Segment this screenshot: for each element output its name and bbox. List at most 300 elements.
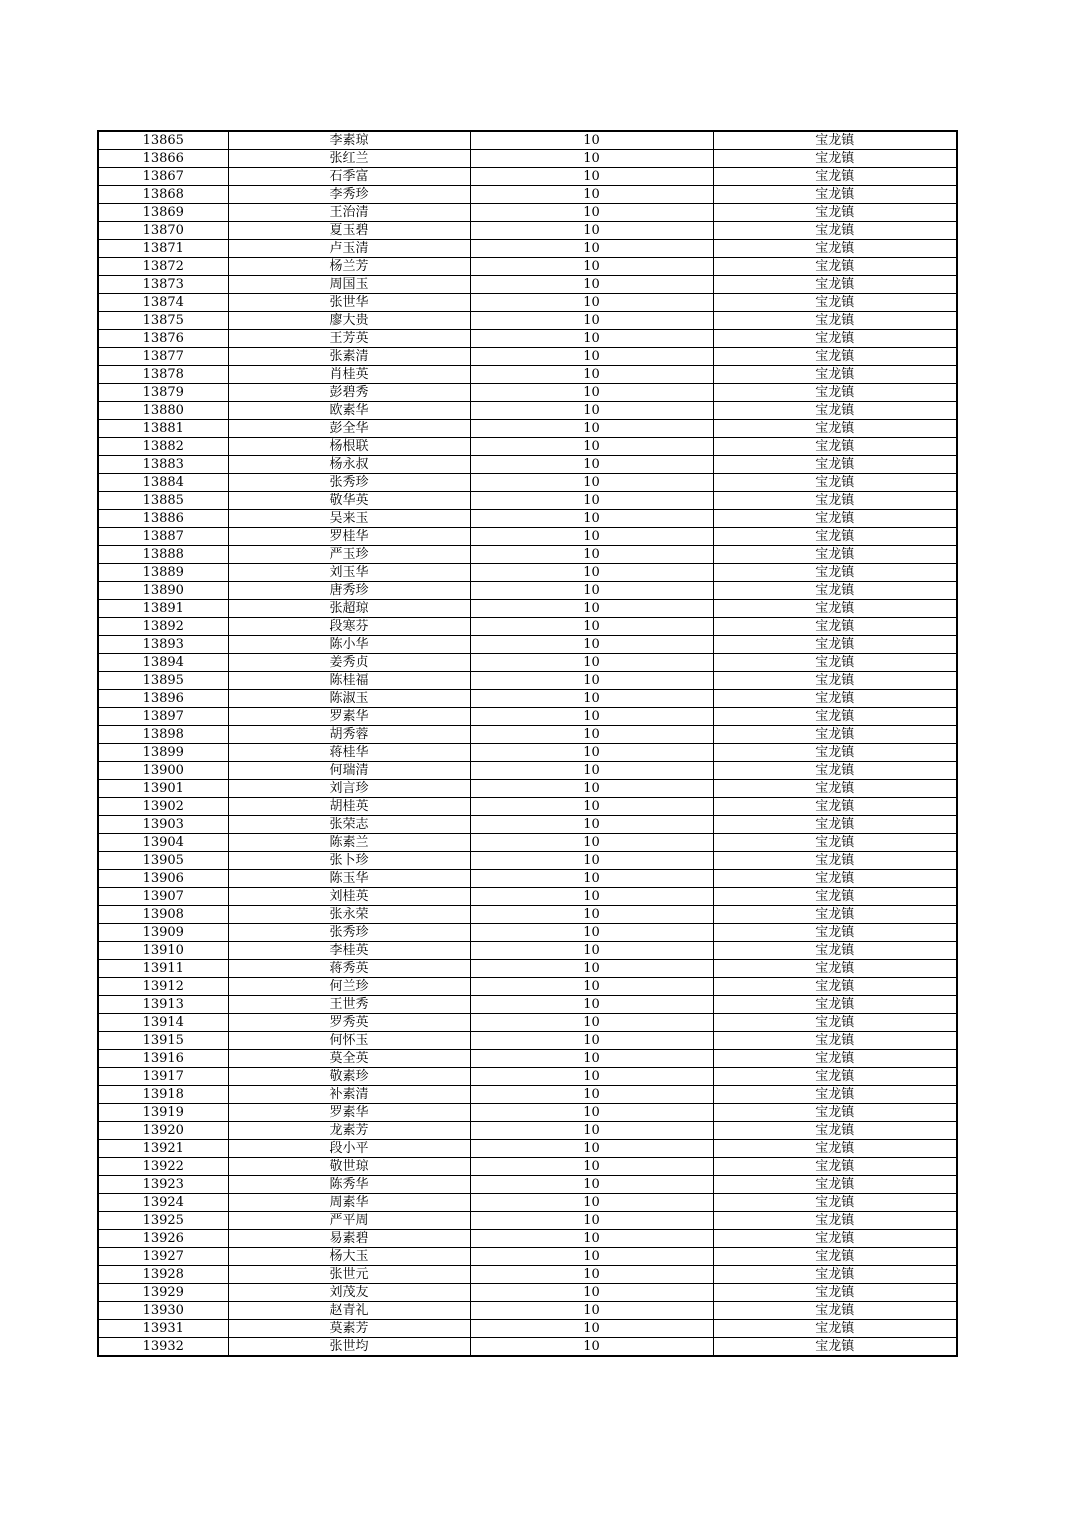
row-name-cell: 周国玉 xyxy=(228,276,470,294)
row-amount-cell: 10 xyxy=(470,528,713,546)
row-name-cell: 罗秀英 xyxy=(228,1014,470,1032)
table-row xyxy=(98,474,957,492)
row-town-cell: 宝龙镇 xyxy=(713,636,957,654)
row-amount-cell: 10 xyxy=(470,852,713,870)
row-id-cell: 13887 xyxy=(98,528,228,546)
row-town-cell: 宝龙镇 xyxy=(713,1014,957,1032)
row-amount-cell: 10 xyxy=(470,222,713,240)
row-name-cell: 李桂英 xyxy=(228,942,470,960)
row-amount-cell: 10 xyxy=(470,366,713,384)
table-row xyxy=(98,240,957,258)
row-amount-cell: 10 xyxy=(470,240,713,258)
table-row xyxy=(98,1284,957,1302)
row-name-cell: 陈素兰 xyxy=(228,834,470,852)
row-amount-cell: 10 xyxy=(470,1266,713,1284)
row-name-cell: 易素碧 xyxy=(228,1230,470,1248)
row-id-cell: 13899 xyxy=(98,744,228,762)
row-id-cell: 13915 xyxy=(98,1032,228,1050)
row-town-cell: 宝龙镇 xyxy=(713,222,957,240)
table-row xyxy=(98,708,957,726)
row-id-cell: 13905 xyxy=(98,852,228,870)
row-id-cell: 13923 xyxy=(98,1176,228,1194)
row-id-cell: 13879 xyxy=(98,384,228,402)
row-town-cell: 宝龙镇 xyxy=(713,384,957,402)
table-row xyxy=(98,996,957,1014)
row-town-cell: 宝龙镇 xyxy=(713,870,957,888)
table-row xyxy=(98,762,957,780)
row-name-cell: 罗桂华 xyxy=(228,528,470,546)
table-row xyxy=(98,1140,957,1158)
row-name-cell: 刘桂英 xyxy=(228,888,470,906)
row-id-cell: 13876 xyxy=(98,330,228,348)
row-name-cell: 吴来玉 xyxy=(228,510,470,528)
row-name-cell: 欧素华 xyxy=(228,402,470,420)
row-amount-cell: 10 xyxy=(470,1104,713,1122)
table-row xyxy=(98,960,957,978)
row-id-cell: 13927 xyxy=(98,1248,228,1266)
row-town-cell: 宝龙镇 xyxy=(713,672,957,690)
row-amount-cell: 10 xyxy=(470,1338,713,1357)
row-id-cell: 13912 xyxy=(98,978,228,996)
table-row xyxy=(98,1302,957,1320)
row-town-cell: 宝龙镇 xyxy=(713,186,957,204)
row-amount-cell: 10 xyxy=(470,258,713,276)
row-name-cell: 杨根联 xyxy=(228,438,470,456)
row-name-cell: 赵青礼 xyxy=(228,1302,470,1320)
table-row xyxy=(98,744,957,762)
row-id-cell: 13904 xyxy=(98,834,228,852)
row-id-cell: 13870 xyxy=(98,222,228,240)
row-id-cell: 13889 xyxy=(98,564,228,582)
row-id-cell: 13874 xyxy=(98,294,228,312)
row-amount-cell: 10 xyxy=(470,636,713,654)
row-amount-cell: 10 xyxy=(470,870,713,888)
row-town-cell: 宝龙镇 xyxy=(713,744,957,762)
table-row xyxy=(98,1032,957,1050)
table-row xyxy=(98,798,957,816)
row-name-cell: 段小平 xyxy=(228,1140,470,1158)
row-town-cell: 宝龙镇 xyxy=(713,438,957,456)
row-town-cell: 宝龙镇 xyxy=(713,816,957,834)
row-id-cell: 13932 xyxy=(98,1338,228,1357)
table-row xyxy=(98,528,957,546)
row-id-cell: 13875 xyxy=(98,312,228,330)
table-row xyxy=(98,852,957,870)
table-row xyxy=(98,726,957,744)
row-amount-cell: 10 xyxy=(470,906,713,924)
row-town-cell: 宝龙镇 xyxy=(713,1122,957,1140)
row-amount-cell: 10 xyxy=(470,294,713,312)
row-town-cell: 宝龙镇 xyxy=(713,1176,957,1194)
row-id-cell: 13907 xyxy=(98,888,228,906)
row-town-cell: 宝龙镇 xyxy=(713,1212,957,1230)
row-town-cell: 宝龙镇 xyxy=(713,960,957,978)
table-row xyxy=(98,1248,957,1266)
row-id-cell: 13911 xyxy=(98,960,228,978)
row-amount-cell: 10 xyxy=(470,942,713,960)
row-town-cell: 宝龙镇 xyxy=(713,1140,957,1158)
row-name-cell: 张世均 xyxy=(228,1338,470,1357)
row-id-cell: 13916 xyxy=(98,1050,228,1068)
row-town-cell: 宝龙镇 xyxy=(713,1284,957,1302)
row-town-cell: 宝龙镇 xyxy=(713,420,957,438)
row-id-cell: 13880 xyxy=(98,402,228,420)
row-name-cell: 何兰珍 xyxy=(228,978,470,996)
row-name-cell: 敬素珍 xyxy=(228,1068,470,1086)
row-amount-cell: 10 xyxy=(470,690,713,708)
row-id-cell: 13884 xyxy=(98,474,228,492)
row-town-cell: 宝龙镇 xyxy=(713,294,957,312)
row-id-cell: 13930 xyxy=(98,1302,228,1320)
table-row xyxy=(98,258,957,276)
row-town-cell: 宝龙镇 xyxy=(713,1266,957,1284)
row-id-cell: 13898 xyxy=(98,726,228,744)
row-amount-cell: 10 xyxy=(470,978,713,996)
row-town-cell: 宝龙镇 xyxy=(713,168,957,186)
row-amount-cell: 10 xyxy=(470,888,713,906)
row-amount-cell: 10 xyxy=(470,960,713,978)
row-town-cell: 宝龙镇 xyxy=(713,834,957,852)
table-row xyxy=(98,906,957,924)
row-name-cell: 周素华 xyxy=(228,1194,470,1212)
row-town-cell: 宝龙镇 xyxy=(713,564,957,582)
row-town-cell: 宝龙镇 xyxy=(713,996,957,1014)
row-town-cell: 宝龙镇 xyxy=(713,276,957,294)
table-row xyxy=(98,420,957,438)
row-id-cell: 13925 xyxy=(98,1212,228,1230)
row-name-cell: 唐秀珍 xyxy=(228,582,470,600)
row-id-cell: 13909 xyxy=(98,924,228,942)
table-row xyxy=(98,1176,957,1194)
table-row xyxy=(98,456,957,474)
row-id-cell: 13895 xyxy=(98,672,228,690)
row-town-cell: 宝龙镇 xyxy=(713,1104,957,1122)
row-town-cell: 宝龙镇 xyxy=(713,906,957,924)
table-row xyxy=(98,1122,957,1140)
row-name-cell: 陈小华 xyxy=(228,636,470,654)
row-id-cell: 13926 xyxy=(98,1230,228,1248)
row-amount-cell: 10 xyxy=(470,384,713,402)
row-id-cell: 13890 xyxy=(98,582,228,600)
row-amount-cell: 10 xyxy=(470,924,713,942)
table-row xyxy=(98,978,957,996)
table-row xyxy=(98,276,957,294)
table-row xyxy=(98,438,957,456)
row-town-cell: 宝龙镇 xyxy=(713,690,957,708)
row-town-cell: 宝龙镇 xyxy=(713,708,957,726)
row-name-cell: 敬华英 xyxy=(228,492,470,510)
row-amount-cell: 10 xyxy=(470,1320,713,1338)
row-town-cell: 宝龙镇 xyxy=(713,240,957,258)
row-name-cell: 莫全英 xyxy=(228,1050,470,1068)
row-amount-cell: 10 xyxy=(470,582,713,600)
row-name-cell: 蒋秀英 xyxy=(228,960,470,978)
row-town-cell: 宝龙镇 xyxy=(713,1320,957,1338)
row-town-cell: 宝龙镇 xyxy=(713,1068,957,1086)
row-town-cell: 宝龙镇 xyxy=(713,582,957,600)
table-row xyxy=(98,150,957,168)
row-town-cell: 宝龙镇 xyxy=(713,150,957,168)
table-row xyxy=(98,492,957,510)
row-amount-cell: 10 xyxy=(470,330,713,348)
row-name-cell: 刘茂友 xyxy=(228,1284,470,1302)
table-row xyxy=(98,402,957,420)
row-name-cell: 严平周 xyxy=(228,1212,470,1230)
row-name-cell: 杨兰芳 xyxy=(228,258,470,276)
row-amount-cell: 10 xyxy=(470,168,713,186)
row-id-cell: 13913 xyxy=(98,996,228,1014)
row-id-cell: 13900 xyxy=(98,762,228,780)
row-name-cell: 李秀珍 xyxy=(228,186,470,204)
row-id-cell: 13906 xyxy=(98,870,228,888)
row-amount-cell: 10 xyxy=(470,1122,713,1140)
table-row xyxy=(98,942,957,960)
row-id-cell: 13897 xyxy=(98,708,228,726)
row-id-cell: 13882 xyxy=(98,438,228,456)
row-name-cell: 张永荣 xyxy=(228,906,470,924)
table-row xyxy=(98,312,957,330)
row-id-cell: 13892 xyxy=(98,618,228,636)
row-amount-cell: 10 xyxy=(470,492,713,510)
row-amount-cell: 10 xyxy=(470,1032,713,1050)
row-name-cell: 胡秀蓉 xyxy=(228,726,470,744)
row-id-cell: 13867 xyxy=(98,168,228,186)
row-amount-cell: 10 xyxy=(470,402,713,420)
row-name-cell: 张红兰 xyxy=(228,150,470,168)
row-id-cell: 13885 xyxy=(98,492,228,510)
row-id-cell: 13893 xyxy=(98,636,228,654)
row-amount-cell: 10 xyxy=(470,312,713,330)
row-amount-cell: 10 xyxy=(470,600,713,618)
row-name-cell: 罗素华 xyxy=(228,708,470,726)
row-town-cell: 宝龙镇 xyxy=(713,258,957,276)
table-row xyxy=(98,1194,957,1212)
row-name-cell: 刘玉华 xyxy=(228,564,470,582)
row-name-cell: 王芳英 xyxy=(228,330,470,348)
table-row xyxy=(98,924,957,942)
row-id-cell: 13903 xyxy=(98,816,228,834)
row-name-cell: 刘言珍 xyxy=(228,780,470,798)
row-id-cell: 13896 xyxy=(98,690,228,708)
table-row xyxy=(98,1212,957,1230)
row-id-cell: 13931 xyxy=(98,1320,228,1338)
table-row xyxy=(98,618,957,636)
row-amount-cell: 10 xyxy=(470,131,713,150)
row-amount-cell: 10 xyxy=(470,474,713,492)
row-town-cell: 宝龙镇 xyxy=(713,474,957,492)
table-row xyxy=(98,1338,957,1357)
row-name-cell: 张超琼 xyxy=(228,600,470,618)
row-amount-cell: 10 xyxy=(470,654,713,672)
row-town-cell: 宝龙镇 xyxy=(713,1230,957,1248)
row-town-cell: 宝龙镇 xyxy=(713,492,957,510)
row-amount-cell: 10 xyxy=(470,1050,713,1068)
row-name-cell: 段寒芬 xyxy=(228,618,470,636)
row-town-cell: 宝龙镇 xyxy=(713,528,957,546)
table-row xyxy=(98,1068,957,1086)
row-id-cell: 13866 xyxy=(98,150,228,168)
row-town-cell: 宝龙镇 xyxy=(713,888,957,906)
row-amount-cell: 10 xyxy=(470,1068,713,1086)
row-name-cell: 卢玉清 xyxy=(228,240,470,258)
row-name-cell: 敬世琼 xyxy=(228,1158,470,1176)
row-town-cell: 宝龙镇 xyxy=(713,924,957,942)
row-id-cell: 13878 xyxy=(98,366,228,384)
row-id-cell: 13908 xyxy=(98,906,228,924)
table-row xyxy=(98,1320,957,1338)
row-town-cell: 宝龙镇 xyxy=(713,546,957,564)
row-town-cell: 宝龙镇 xyxy=(713,330,957,348)
table-row xyxy=(98,1050,957,1068)
row-amount-cell: 10 xyxy=(470,1140,713,1158)
row-id-cell: 13891 xyxy=(98,600,228,618)
row-id-cell: 13894 xyxy=(98,654,228,672)
row-name-cell: 龙素芳 xyxy=(228,1122,470,1140)
row-id-cell: 13924 xyxy=(98,1194,228,1212)
row-id-cell: 13865 xyxy=(98,131,228,150)
row-amount-cell: 10 xyxy=(470,780,713,798)
row-amount-cell: 10 xyxy=(470,1086,713,1104)
row-town-cell: 宝龙镇 xyxy=(713,1248,957,1266)
row-id-cell: 13877 xyxy=(98,348,228,366)
table-row xyxy=(98,1086,957,1104)
row-town-cell: 宝龙镇 xyxy=(713,618,957,636)
row-town-cell: 宝龙镇 xyxy=(713,204,957,222)
row-name-cell: 蒋桂华 xyxy=(228,744,470,762)
row-name-cell: 张世华 xyxy=(228,294,470,312)
row-town-cell: 宝龙镇 xyxy=(713,348,957,366)
row-town-cell: 宝龙镇 xyxy=(713,1302,957,1320)
row-town-cell: 宝龙镇 xyxy=(713,1086,957,1104)
row-amount-cell: 10 xyxy=(470,726,713,744)
row-town-cell: 宝龙镇 xyxy=(713,780,957,798)
row-amount-cell: 10 xyxy=(470,348,713,366)
row-amount-cell: 10 xyxy=(470,834,713,852)
row-id-cell: 13902 xyxy=(98,798,228,816)
row-name-cell: 张荣志 xyxy=(228,816,470,834)
row-amount-cell: 10 xyxy=(470,618,713,636)
row-amount-cell: 10 xyxy=(470,708,713,726)
row-amount-cell: 10 xyxy=(470,762,713,780)
row-amount-cell: 10 xyxy=(470,1284,713,1302)
table-row xyxy=(98,582,957,600)
row-name-cell: 胡桂英 xyxy=(228,798,470,816)
row-town-cell: 宝龙镇 xyxy=(713,131,957,150)
row-id-cell: 13917 xyxy=(98,1068,228,1086)
row-town-cell: 宝龙镇 xyxy=(713,456,957,474)
row-id-cell: 13929 xyxy=(98,1284,228,1302)
row-id-cell: 13901 xyxy=(98,780,228,798)
row-name-cell: 廖大贵 xyxy=(228,312,470,330)
row-town-cell: 宝龙镇 xyxy=(713,510,957,528)
table-row xyxy=(98,600,957,618)
row-amount-cell: 10 xyxy=(470,798,713,816)
row-town-cell: 宝龙镇 xyxy=(713,942,957,960)
row-name-cell: 张素清 xyxy=(228,348,470,366)
row-amount-cell: 10 xyxy=(470,186,713,204)
table-row xyxy=(98,222,957,240)
row-name-cell: 肖桂英 xyxy=(228,366,470,384)
row-amount-cell: 10 xyxy=(470,204,713,222)
row-amount-cell: 10 xyxy=(470,438,713,456)
row-name-cell: 张秀珍 xyxy=(228,924,470,942)
row-name-cell: 姜秀贞 xyxy=(228,654,470,672)
row-town-cell: 宝龙镇 xyxy=(713,312,957,330)
row-amount-cell: 10 xyxy=(470,1248,713,1266)
row-amount-cell: 10 xyxy=(470,420,713,438)
row-amount-cell: 10 xyxy=(470,546,713,564)
row-town-cell: 宝龙镇 xyxy=(713,1032,957,1050)
data-table xyxy=(97,130,958,1357)
table-row xyxy=(98,131,957,150)
row-name-cell: 张卜珍 xyxy=(228,852,470,870)
row-name-cell: 陈玉华 xyxy=(228,870,470,888)
row-id-cell: 13888 xyxy=(98,546,228,564)
row-town-cell: 宝龙镇 xyxy=(713,600,957,618)
table-row xyxy=(98,870,957,888)
row-id-cell: 13872 xyxy=(98,258,228,276)
table-row xyxy=(98,348,957,366)
row-name-cell: 张世元 xyxy=(228,1266,470,1284)
table-row xyxy=(98,1014,957,1032)
row-amount-cell: 10 xyxy=(470,1212,713,1230)
table-body xyxy=(98,131,957,1356)
row-name-cell: 王世秀 xyxy=(228,996,470,1014)
table-row xyxy=(98,366,957,384)
row-id-cell: 13881 xyxy=(98,420,228,438)
table-row xyxy=(98,1158,957,1176)
row-amount-cell: 10 xyxy=(470,1194,713,1212)
row-amount-cell: 10 xyxy=(470,276,713,294)
row-town-cell: 宝龙镇 xyxy=(713,852,957,870)
row-amount-cell: 10 xyxy=(470,456,713,474)
row-name-cell: 罗素华 xyxy=(228,1104,470,1122)
row-id-cell: 13868 xyxy=(98,186,228,204)
table-row xyxy=(98,1104,957,1122)
row-town-cell: 宝龙镇 xyxy=(713,654,957,672)
table-row xyxy=(98,636,957,654)
table-row xyxy=(98,384,957,402)
row-amount-cell: 10 xyxy=(470,510,713,528)
row-id-cell: 13910 xyxy=(98,942,228,960)
row-id-cell: 13922 xyxy=(98,1158,228,1176)
table-row xyxy=(98,690,957,708)
row-name-cell: 李素琼 xyxy=(228,131,470,150)
row-name-cell: 夏玉碧 xyxy=(228,222,470,240)
row-name-cell: 陈秀华 xyxy=(228,1176,470,1194)
row-id-cell: 13920 xyxy=(98,1122,228,1140)
row-name-cell: 杨永叔 xyxy=(228,456,470,474)
row-name-cell: 王治清 xyxy=(228,204,470,222)
row-town-cell: 宝龙镇 xyxy=(713,798,957,816)
table-row xyxy=(98,816,957,834)
row-town-cell: 宝龙镇 xyxy=(713,402,957,420)
row-amount-cell: 10 xyxy=(470,564,713,582)
row-id-cell: 13873 xyxy=(98,276,228,294)
table-row xyxy=(98,888,957,906)
row-name-cell: 杨大玉 xyxy=(228,1248,470,1266)
row-name-cell: 石季富 xyxy=(228,168,470,186)
row-amount-cell: 10 xyxy=(470,1176,713,1194)
table-row xyxy=(98,834,957,852)
row-name-cell: 陈淑玉 xyxy=(228,690,470,708)
row-id-cell: 13871 xyxy=(98,240,228,258)
row-amount-cell: 10 xyxy=(470,996,713,1014)
row-name-cell: 张秀珍 xyxy=(228,474,470,492)
table-row xyxy=(98,510,957,528)
table-row xyxy=(98,294,957,312)
row-amount-cell: 10 xyxy=(470,744,713,762)
